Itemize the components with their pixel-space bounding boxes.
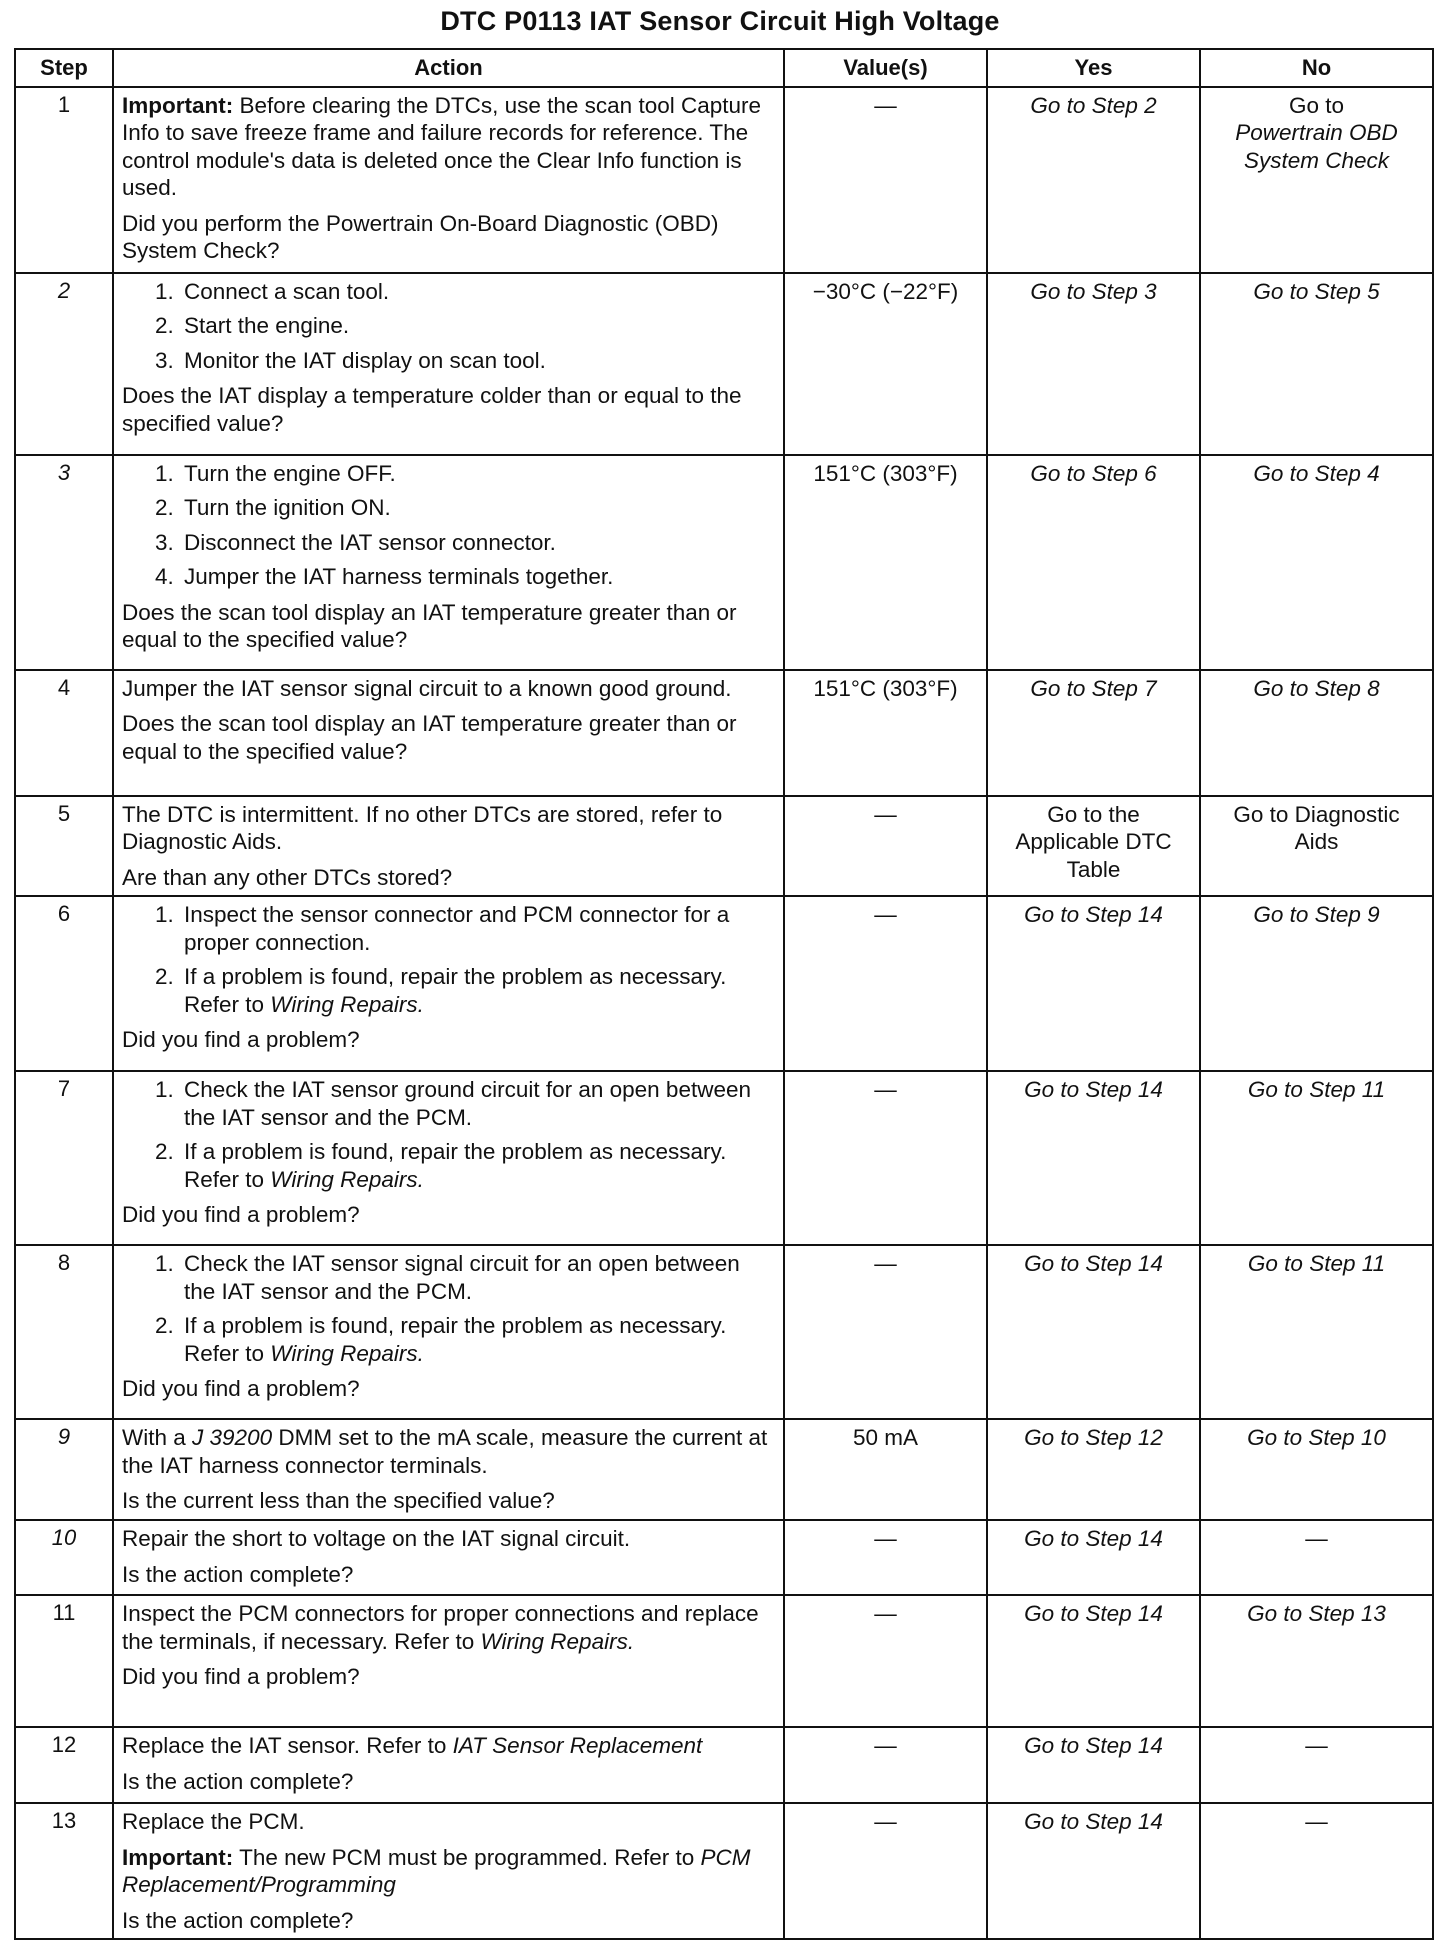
tool-reference: J 39200 (192, 1425, 273, 1451)
value-cell: −30°C (−22°F) (784, 273, 987, 455)
yes-goto-link[interactable]: Go to Step 7 (1030, 676, 1157, 701)
action-steps-list (122, 278, 775, 374)
no-cell (1200, 455, 1433, 670)
value-cell: — (784, 796, 987, 896)
column-header-no: No (1200, 49, 1433, 87)
no-goto-link[interactable]: Go to Step 4 (1253, 461, 1380, 486)
action-question: Did you find a problem? (122, 1202, 360, 1228)
action-question: Are than any other DTCs stored? (122, 864, 453, 890)
no-cell (1200, 896, 1433, 1071)
action-step-item: 1. Inspect the sensor connector and PCM connector for a proper connection. (180, 901, 775, 956)
action-step-item (180, 963, 775, 1018)
important-note (122, 1844, 775, 1899)
important-label: Important: (122, 1844, 234, 1870)
step-number: 3 (15, 455, 113, 670)
action-text: The DTC is intermittent. If no other DTCs are stored, refer to Diagnostic Aids. (122, 802, 723, 855)
no-cell (1200, 670, 1433, 796)
step-number: 4 (15, 670, 113, 796)
step-number: 10 (15, 1520, 113, 1595)
yes-goto-link[interactable]: Go to Step 14 (1024, 902, 1163, 928)
action-step-item: 2. Turn the ignition ON. (180, 494, 775, 521)
no-goto-link[interactable]: Go to Step 13 (1247, 1601, 1386, 1627)
yes-goto-link[interactable]: Go to Step 14 (1024, 1809, 1163, 1835)
action-question: Does the scan tool display an IAT temperature greater than or equal to the specified value? (122, 599, 737, 653)
yes-cell (987, 896, 1200, 1071)
action-text (122, 1600, 775, 1655)
action-step-text: If a problem is found, repair the problem as necessary. Refer to (184, 1313, 727, 1366)
action-text-start: Replace the IAT sensor. Refer to (122, 1733, 453, 1759)
column-header-yes: Yes (987, 49, 1200, 87)
no-goto-link[interactable]: Powertrain OBD System Check (1235, 120, 1398, 173)
no-cell (1200, 1071, 1433, 1245)
action-step-text: If a problem is found, repair the problem as necessary. Refer to (184, 1139, 727, 1192)
table-row (15, 1595, 1433, 1727)
no-goto-link[interactable]: Go to Step 11 (1247, 1251, 1386, 1277)
wiring-repairs-reference: Wiring Repairs. (270, 1166, 424, 1192)
yes-goto-link[interactable]: Go to Step 3 (1030, 279, 1157, 304)
table-row (15, 1419, 1433, 1520)
yes-goto-link[interactable]: Go to Step 14 (1024, 1251, 1163, 1277)
yes-cell (987, 1520, 1200, 1595)
action-cell (113, 1419, 784, 1520)
pcm-programming-reference: PCM Replacement/Programming (122, 1844, 751, 1898)
value-cell: — (784, 1071, 987, 1245)
table-row (15, 796, 1433, 896)
yes-cell (987, 87, 1200, 273)
table-row (15, 1727, 1433, 1803)
no-cell (1200, 1595, 1433, 1727)
action-question: Is the action complete? (122, 1907, 354, 1933)
action-text-end: DMM set to the mA scale, measure the current at the IAT harness connector terminals. (122, 1425, 768, 1478)
action-cell (113, 670, 784, 796)
no-goto-link[interactable]: Go to Step 10 (1247, 1425, 1386, 1451)
yes-goto-link[interactable]: Go to Step 12 (1024, 1425, 1163, 1451)
action-text: Jumper the IAT sensor signal circuit to a known good ground. (122, 676, 732, 701)
action-cell (113, 1595, 784, 1727)
wiring-repairs-reference: Wiring Repairs. (270, 991, 424, 1017)
action-cell (113, 1520, 784, 1595)
action-cell (113, 1803, 784, 1939)
yes-goto-link[interactable]: Go to Step 6 (1030, 461, 1157, 486)
action-step-text: If a problem is found, repair the problem as necessary. Refer to (184, 964, 727, 1017)
action-text-start: Inspect the PCM connectors for proper connections and replace the terminals, if necessary. Refer to (122, 1601, 759, 1654)
no-cell (1200, 1419, 1433, 1520)
column-header-values: Value(s) (784, 49, 987, 87)
yes-cell (987, 1727, 1200, 1803)
no-cell (1200, 796, 1433, 896)
action-cell (113, 796, 784, 896)
no-cell (1200, 87, 1433, 273)
table-row (15, 670, 1433, 796)
no-goto-prefix: Go to (1288, 93, 1345, 118)
no-goto-link[interactable]: Go to Step 5 (1253, 279, 1380, 304)
yes-goto-link[interactable]: Go to Step 2 (1030, 93, 1157, 118)
action-step-item: 1. Turn the engine OFF. (180, 460, 775, 487)
step-number: 6 (15, 896, 113, 1071)
yes-goto-link[interactable]: Go to Step 14 (1024, 1077, 1163, 1103)
yes-cell (987, 796, 1200, 896)
action-steps-list (122, 460, 775, 591)
important-text: The new PCM must be programmed. Refer to (233, 1844, 701, 1870)
action-question: Is the action complete? (122, 1768, 354, 1794)
action-step-item: 1. Check the IAT sensor ground circuit for an open between the IAT sensor and the PCM. (180, 1076, 775, 1131)
yes-cell (987, 455, 1200, 670)
action-cell (113, 1727, 784, 1803)
step-number: 5 (15, 796, 113, 896)
action-question: Does the scan tool display an IAT temperature greater than or equal to the specified value? (122, 711, 737, 764)
step-number: 11 (15, 1595, 113, 1727)
action-steps-list (122, 1250, 775, 1367)
table-row (15, 273, 1433, 455)
no-goto-link[interactable]: Go to Diagnostic Aids (1233, 802, 1400, 855)
action-step-item: 2. Start the engine. (180, 312, 775, 339)
yes-cell (987, 273, 1200, 455)
no-cell (1200, 273, 1433, 455)
action-cell (113, 455, 784, 670)
no-goto-link[interactable]: Go to Step 8 (1253, 676, 1380, 701)
step-number: 9 (15, 1419, 113, 1520)
table-row (15, 896, 1433, 1071)
table-header-row (15, 49, 1433, 87)
action-question: Is the current less than the specified value? (122, 1488, 555, 1514)
action-cell (113, 1245, 784, 1419)
no-cell (1200, 1245, 1433, 1419)
action-step-item: 1. Check the IAT sensor signal circuit for an open between the IAT sensor and the PCM. (180, 1250, 775, 1305)
page-title: DTC P0113 IAT Sensor Circuit High Voltage (440, 6, 1000, 36)
action-step-item: 3. Monitor the IAT display on scan tool. (180, 347, 775, 374)
step-number: 12 (15, 1727, 113, 1803)
action-steps-list (122, 901, 775, 1018)
action-text (122, 1732, 775, 1759)
step-number: 2 (15, 273, 113, 455)
action-step-item: 3. Disconnect the IAT sensor connector. (180, 529, 775, 556)
no-cell: — (1200, 1727, 1433, 1803)
step-number: 1 (15, 87, 113, 273)
diagnostic-table (14, 48, 1434, 1940)
action-question: Did you find a problem? (122, 1376, 360, 1402)
value-cell: — (784, 1803, 987, 1939)
column-header-step: Step (15, 49, 113, 87)
action-step-item (180, 1138, 775, 1193)
action-question: Did you find a problem? (122, 1664, 360, 1690)
no-goto-link[interactable]: Go to Step 11 (1247, 1077, 1386, 1103)
action-steps-list (122, 1076, 775, 1193)
yes-goto-link[interactable]: Go to Step 14 (1024, 1733, 1163, 1759)
no-goto-link[interactable]: Go to Step 9 (1253, 902, 1380, 928)
action-cell (113, 1071, 784, 1245)
table-row (15, 1245, 1433, 1419)
value-cell: — (784, 87, 987, 273)
yes-cell (987, 670, 1200, 796)
value-cell: 151°C (303°F) (784, 670, 987, 796)
action-step-item: 1. Connect a scan tool. (180, 278, 775, 305)
important-label: Important: (122, 93, 234, 118)
action-text (122, 1424, 775, 1479)
action-text-start: With a (122, 1425, 193, 1451)
no-cell: — (1200, 1803, 1433, 1939)
action-cell (113, 87, 784, 273)
no-cell: — (1200, 1520, 1433, 1595)
table-row (15, 1520, 1433, 1595)
wiring-repairs-reference: Wiring Repairs. (480, 1628, 635, 1654)
action-question: Did you find a problem? (122, 1027, 360, 1053)
value-cell: — (784, 896, 987, 1071)
table-row (15, 87, 1433, 273)
value-cell: 151°C (303°F) (784, 455, 987, 670)
value-cell: — (784, 1245, 987, 1419)
sensor-replacement-reference: IAT Sensor Replacement (452, 1733, 703, 1759)
step-number: 8 (15, 1245, 113, 1419)
yes-goto-link[interactable]: Go to Step 14 (1024, 1526, 1163, 1552)
yes-cell (987, 1595, 1200, 1727)
value-cell: — (784, 1520, 987, 1595)
important-note (122, 92, 775, 202)
action-step-item (180, 1312, 775, 1367)
action-text: Replace the PCM. (122, 1809, 305, 1835)
important-text: Before clearing the DTCs, use the scan tool Capture Info to save freeze frame and failure records for reference. The control module's data is deleted once the Clear Info function is used. (122, 93, 762, 201)
yes-goto-link[interactable]: Go to the Applicable DTC Table (1015, 802, 1172, 882)
action-question: Did you perform the Powertrain On-Board Diagnostic (OBD) System Check? (122, 210, 719, 264)
value-cell: 50 mA (784, 1419, 987, 1520)
yes-cell (987, 1419, 1200, 1520)
value-cell: — (784, 1727, 987, 1803)
wiring-repairs-reference: Wiring Repairs. (270, 1340, 424, 1366)
yes-cell (987, 1803, 1200, 1939)
action-cell (113, 273, 784, 455)
table-row (15, 1071, 1433, 1245)
yes-cell (987, 1245, 1200, 1419)
yes-goto-link[interactable]: Go to Step 14 (1024, 1601, 1163, 1627)
action-step-item: 4. Jumper the IAT harness terminals together. (180, 563, 775, 590)
step-number: 13 (15, 1803, 113, 1939)
yes-cell (987, 1071, 1200, 1245)
action-question: Is the action complete? (122, 1561, 354, 1587)
value-cell: — (784, 1595, 987, 1727)
table-row (15, 1803, 1433, 1939)
action-text: Repair the short to voltage on the IAT signal circuit. (122, 1526, 631, 1552)
column-header-action: Action (113, 49, 784, 87)
table-row (15, 455, 1433, 670)
step-number: 7 (15, 1071, 113, 1245)
action-cell (113, 896, 784, 1071)
action-question: Does the IAT display a temperature colder than or equal to the specified value? (122, 383, 742, 436)
